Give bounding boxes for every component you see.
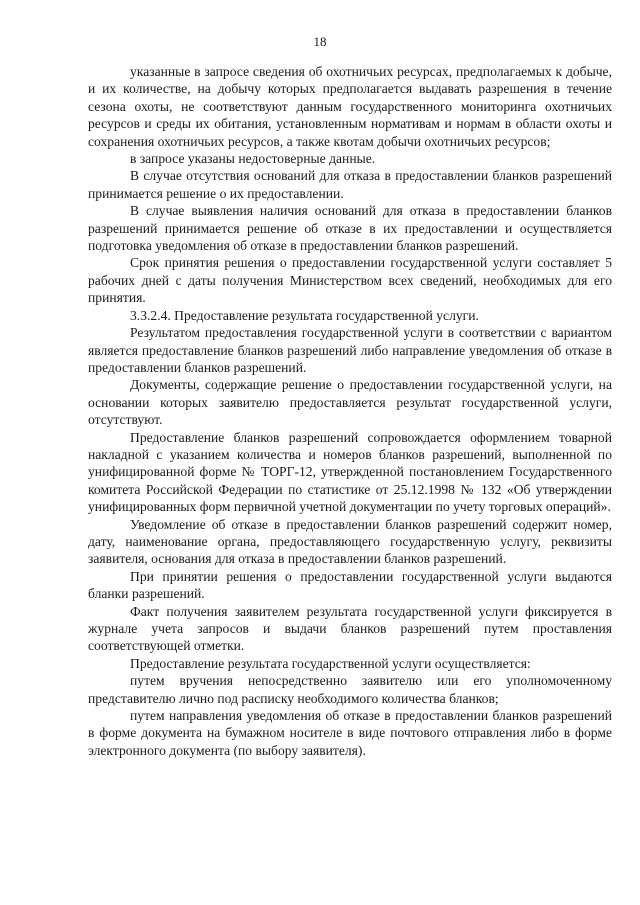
page-number: 18	[313, 34, 327, 49]
paragraph-forms-issued: При принятии решения о предоставлении государственной услуги выдаются бланки разрешений.	[88, 568, 612, 602]
paragraph-refusal-notice-contents: Уведомление об отказе в предоставлении бланков разрешений содержит номер, дату, наименование органа, предоставляющего государственную услугу, реквизиты заявителя, основания для отказа в предоставлении бланков разрешений.	[88, 516, 612, 567]
paragraph-result-documents: Документы, содержащие решение о предоставлении государственной услуги, на основании которых заявителю предоставляется результат государственной услуги, отсутствуют.	[88, 377, 612, 428]
paragraph-delivery-in-person: путем вручения непосредственно заявителю или его уполномоченному представителю лично под расписку необходимого количества бланков;	[88, 673, 612, 706]
paragraph-no-refusal-grounds: В случае отсутствия оснований для отказа в предоставлении бланков разрешений принимается решение о их предоставлении.	[88, 168, 612, 201]
document-body	[88, 63, 612, 759]
section-heading-3-3-2-4: 3.3.2.4. Предоставление результата государственной услуги.	[130, 307, 479, 323]
paragraph-false-data: в запросе указаны недостоверные данные.	[130, 151, 376, 167]
paragraph-refusal-grounds: В случае выявления наличия оснований для отказа в предоставлении бланков разрешений принимается решение об отказе в их предоставлении и осуществляется подготовка уведомления об отказе в предоставлении бланков разрешений.	[88, 203, 612, 254]
paragraph-torg12-invoice: Предоставление бланков разрешений сопровождается оформлением товарной накладной с указанием количества и номеров бланков разрешений, выполненной по унифицированной форме № ТОРГ-12, утвержденной постановлением Государственного комитета Российской Федерации по статистике от 25.12.1998 № 132 «Об утверждении унифицированных форм первичной учетной документации по учету торговых операций».	[88, 429, 612, 515]
paragraph-receipt-logging: Факт получения заявителем результата государственной услуги фиксируется в журнале учета запросов и выдачи бланков разрешений путем проставления соответствующей отметки.	[88, 603, 612, 654]
paragraph-delivery-methods-intro: Предоставление результата государственной услуги осуществляется:	[130, 655, 531, 671]
paragraph-delivery-refusal-notice: путем направления уведомления об отказе в предоставлении бланков разрешений в форме документа на бумажном носителе в виде почтового отправления либо в форме электронного документа (по выбору заявителя).	[88, 708, 612, 758]
paragraph-hunting-resources-mismatch: указанные в запросе сведения об охотничьих ресурсах, предполагаемых к добыче, и их количестве, на добычу которых предполагается выдавать разрешения в течение сезона охоты, не соответствуют данным государственного мониторинга охотничьих ресурсов и среды их обитания, установленным нормативам и нормам в области охоты и сохранения охотничьих ресурсов, а также квотам добычи охотничьих ресурсов;	[88, 64, 612, 149]
paragraph-result-definition: Результатом предоставления государственной услуги в соответствии с вариантом является предоставление бланков разрешений либо направление уведомления об отказе в предоставлении бланков разрешений.	[88, 325, 612, 375]
paragraph-decision-deadline: Срок принятия решения о предоставлении государственной услуги составляет 5 рабочих дней с даты получения Министерством всех сведений, необходимых для его принятия.	[88, 255, 612, 306]
